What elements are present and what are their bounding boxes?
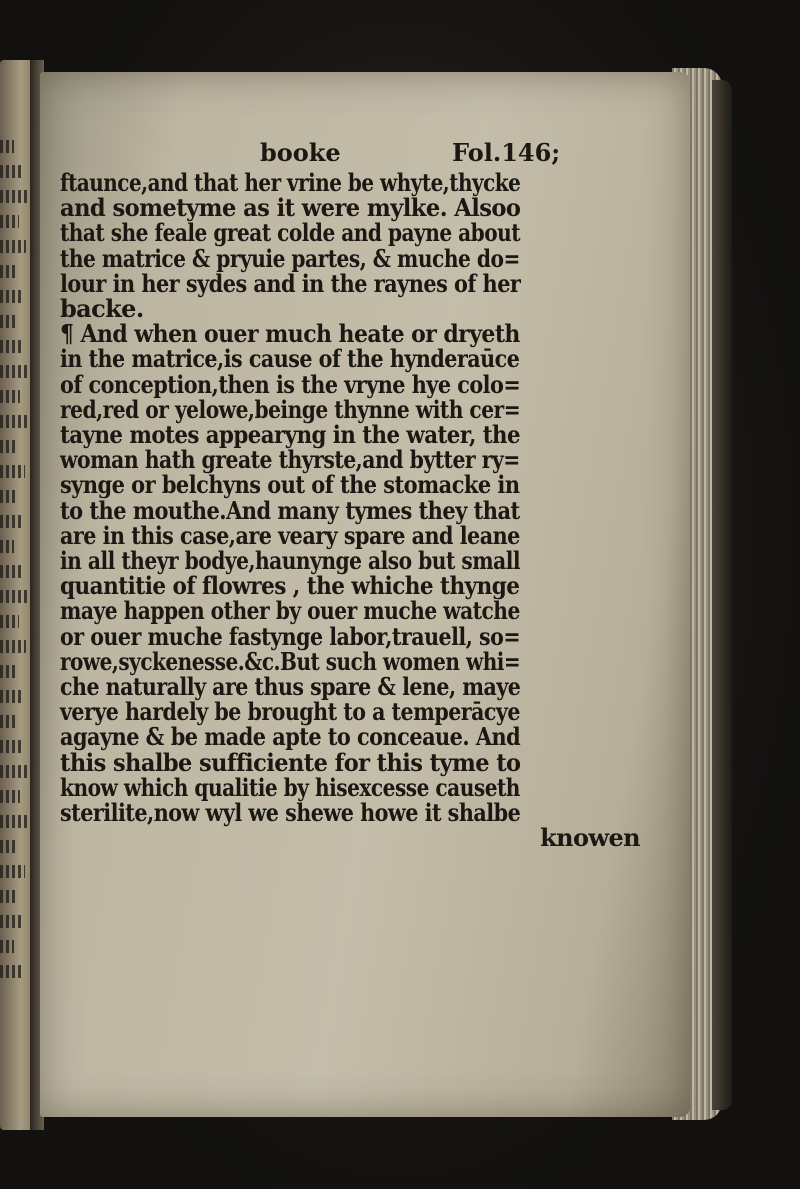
facing-page-text-fragment xyxy=(0,665,17,678)
facing-page-text-fragment xyxy=(0,315,15,328)
text-line: know which qualitie by hisexcesse causeth xyxy=(60,772,520,802)
facing-page-text-fragment xyxy=(0,340,22,353)
text-line: in the matrice,is cause of the hynderaūce xyxy=(60,344,520,374)
facing-page-text-fragment xyxy=(0,715,15,728)
facing-page-text-fragment xyxy=(0,515,23,528)
facing-page-text-fragment xyxy=(0,790,20,803)
facing-page-text-fragment xyxy=(0,190,28,203)
text-line: verye hardely be brought to a temperācye xyxy=(60,697,520,727)
facing-page-text-fragment xyxy=(0,465,25,478)
facing-page-text-fragment xyxy=(0,240,26,253)
text-line: ftaunce,and that her vrine be whyte,thycke xyxy=(60,168,521,197)
facing-page-text-fragment xyxy=(0,265,17,278)
facing-page-text-fragment xyxy=(0,540,14,553)
text-line: agayne & be made apte to conceaue. And xyxy=(60,722,521,752)
text-line: of conception,then is the vryne hye colo= xyxy=(60,369,521,399)
text-line: che naturally are thus spare & lene, maye xyxy=(60,672,521,701)
text-line: quantitie of flowres , the whiche thynge xyxy=(60,571,520,601)
text-line: backe. xyxy=(60,294,144,323)
book-cover-edge xyxy=(712,80,732,1110)
facing-page-text-fragment xyxy=(0,765,29,778)
facing-page-text-fragment xyxy=(0,815,27,828)
facing-page-text-fragment xyxy=(0,865,25,878)
facing-page-text-fragment xyxy=(0,590,28,603)
facing-page-text-fragment xyxy=(0,915,23,928)
page-header xyxy=(0,138,800,168)
text-line: tayne motes appearyng in the water, the xyxy=(60,420,521,449)
facing-page-text-fragment xyxy=(0,215,19,228)
text-line: maye happen other by ouer muche watche xyxy=(60,596,520,626)
facing-page-text-fragment xyxy=(0,640,26,653)
text-line: woman hath greate thyrste,and bytter ry= xyxy=(60,445,520,475)
facing-page-text-fragment xyxy=(0,290,24,303)
facing-page-text-fragment xyxy=(0,415,27,428)
catchword: knowen xyxy=(540,823,640,853)
facing-page-edge xyxy=(0,60,34,1130)
running-head: booke xyxy=(260,138,341,167)
facing-page-text-fragment xyxy=(0,940,14,953)
text-line: sterilite,now wyl we shewe howe it shalbe xyxy=(60,798,521,827)
text-line: and sometyme as it were mylke. Alsoo xyxy=(60,193,521,223)
text-line: in all theyr bodye,haunynge also but small xyxy=(60,546,521,575)
text-line: red,red or yelowe,beinge thynne with cer= xyxy=(60,394,521,424)
text-line: or ouer muche fastynge labor,trauell, so= xyxy=(60,621,521,651)
facing-page-text-fragment xyxy=(0,615,19,628)
facing-page-text-fragment xyxy=(0,490,16,503)
facing-page-text-fragment xyxy=(0,690,24,703)
facing-page-text-fragment xyxy=(0,890,16,903)
folio-number: Fol.146; xyxy=(452,138,561,167)
text-line: synge or belchyns out of the stomacke in xyxy=(60,470,520,500)
text-line: the matrice & pryuie partes, & muche do= xyxy=(60,243,520,273)
text-line: lour in her sydes and in the raynes of her xyxy=(60,268,521,298)
text-line: that she feale great colde and payne about xyxy=(60,218,521,248)
text-line: are in this case,are veary spare and leane xyxy=(60,520,520,550)
facing-page-text-fragment xyxy=(0,365,29,378)
facing-page-text-fragment xyxy=(0,965,21,978)
facing-page-text-fragment xyxy=(0,740,22,753)
facing-page-text-fragment xyxy=(0,440,18,453)
text-line: to the mouthe.And many tymes they that xyxy=(60,495,520,525)
facing-page-text-fragment xyxy=(0,565,21,578)
text-line: rowe,syckenesse.&c.But such women whi= xyxy=(60,646,521,676)
facing-page-text-fragment xyxy=(0,390,20,403)
text-line: ¶ And when ouer much heate or dryeth xyxy=(60,319,520,349)
facing-page-text-fragment xyxy=(0,840,18,853)
text-line: this shalbe sufficiente for this tyme to xyxy=(60,747,521,777)
